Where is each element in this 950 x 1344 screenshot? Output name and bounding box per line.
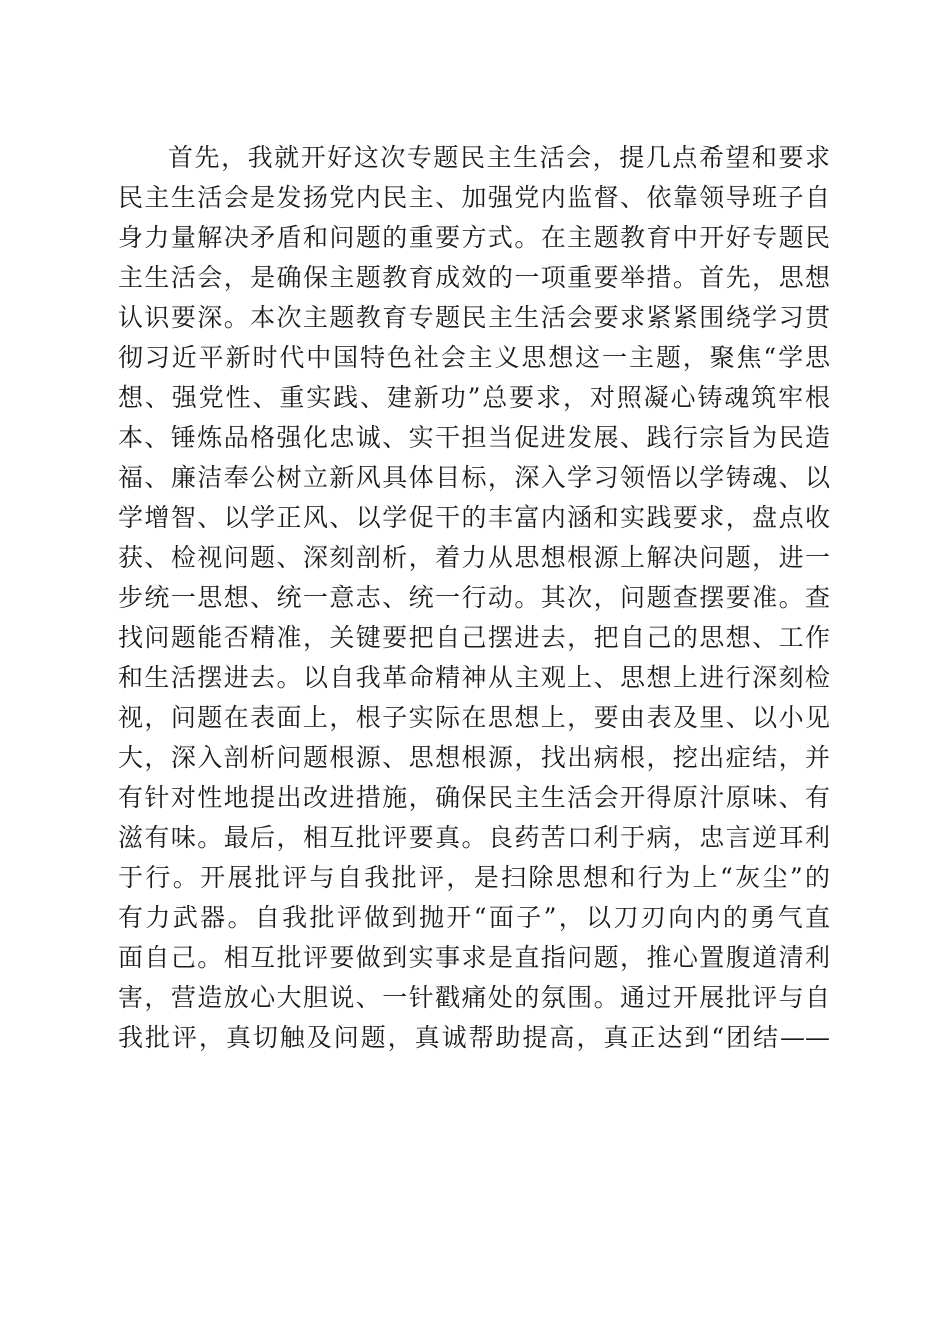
text-line: 想、强党性、重实践、建新功”总要求，对照凝心铸魂筑牢根 (118, 383, 830, 412)
text-line: 福、廉洁奉公树立新风具体目标，深入学习领悟以学铸魂、以 (118, 463, 830, 492)
text-line: 有针对性地提出改进措施，确保民主生活会开得原汁原味、有 (118, 783, 830, 812)
body-paragraph (118, 138, 830, 1058)
text-line: 本、锤炼品格强化忠诚、实干担当促进发展、践行宗旨为民造 (118, 423, 830, 452)
text-line: 面自己。相互批评要做到实事求是直指问题，推心置腹道清利 (118, 943, 830, 972)
text-line: 滋有味。最后，相互批评要真。良药苦口利于病，忠言逆耳利 (118, 823, 830, 852)
text-line: 害，营造放心大胆说、一针戳痛处的氛围。通过开展批评与自 (118, 983, 830, 1012)
text-line: 获、检视问题、深刻剖析，着力从思想根源上解决问题，进一 (118, 543, 830, 572)
text-line: 和生活摆进去。以自我革命精神从主观上、思想上进行深刻检 (118, 663, 830, 692)
text-line: 学增智、以学正风、以学促干的丰富内涵和实践要求，盘点收 (118, 503, 830, 532)
text-line: 首先，我就开好这次专题民主生活会，提几点希望和要求 (168, 143, 830, 172)
text-line: 有力武器。自我批评做到抛开“面子”，以刀刃向内的勇气直 (118, 903, 830, 932)
text-line: 主生活会，是确保主题教育成效的一项重要举措。首先，思想 (118, 263, 830, 292)
text-line: 我批评，真切触及问题，真诚帮助提高，真正达到“团结—— (118, 1023, 830, 1052)
text-line: 民主生活会是发扬党内民主、加强党内监督、依靠领导班子自 (118, 183, 830, 212)
text-line: 视，问题在表面上，根子实际在思想上，要由表及里、以小见 (118, 703, 830, 732)
text-line: 认识要深。本次主题教育专题民主生活会要求紧紧围绕学习贯 (118, 303, 830, 332)
text-line: 彻习近平新时代中国特色社会主义思想这一主题，聚焦“学思 (118, 343, 830, 372)
text-line: 步统一思想、统一意志、统一行动。其次，问题查摆要准。查 (118, 583, 830, 612)
text-line: 身力量解决矛盾和问题的重要方式。在主题教育中开好专题民 (118, 223, 830, 252)
text-line: 找问题能否精准，关键要把自己摆进去，把自己的思想、工作 (118, 623, 830, 652)
text-line: 大，深入剖析问题根源、思想根源，找出病根，挖出症结，并 (118, 743, 830, 772)
text-line: 于行。开展批评与自我批评，是扫除思想和行为上“灰尘”的 (118, 863, 830, 892)
